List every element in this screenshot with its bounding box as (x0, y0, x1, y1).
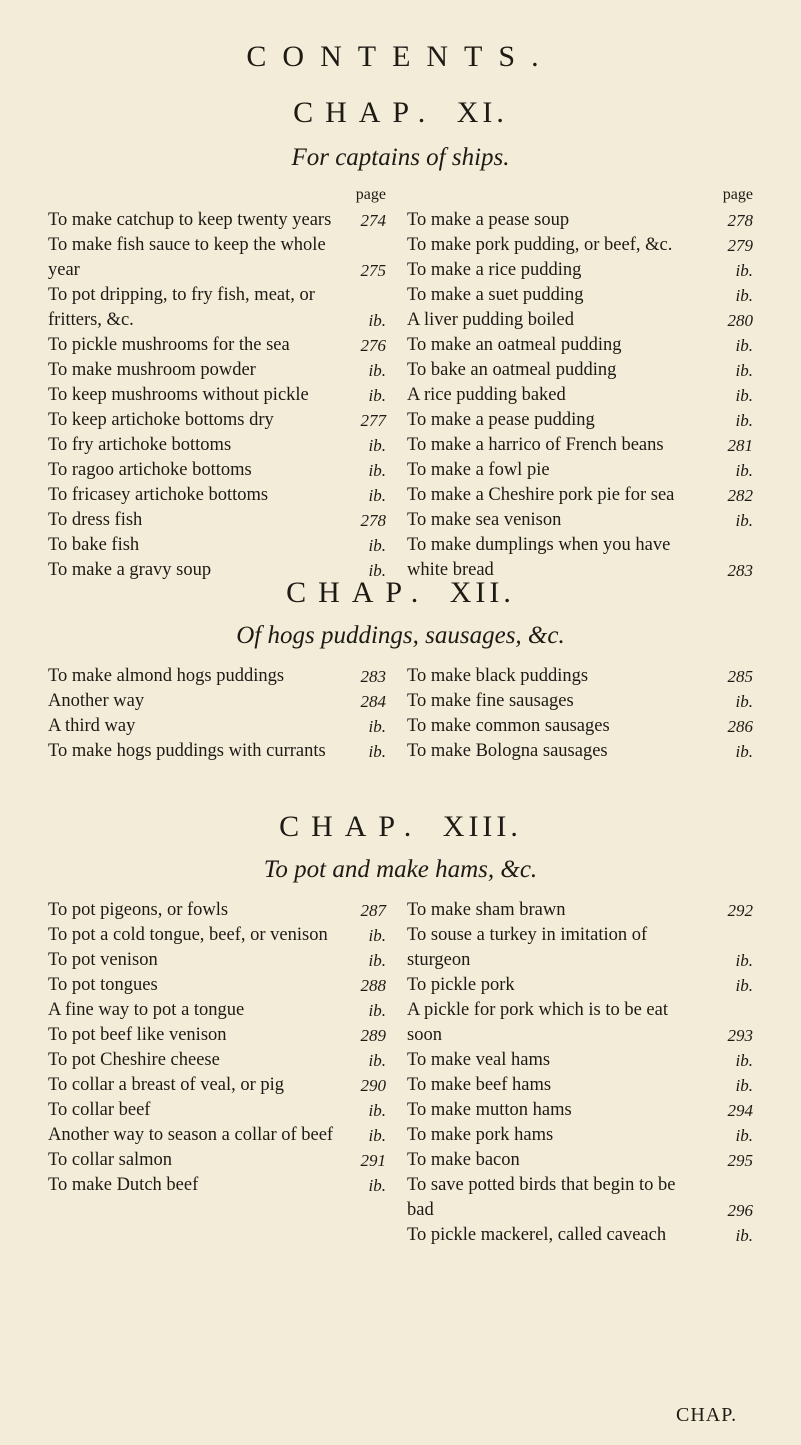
entry-page-number: 294 (727, 1101, 753, 1120)
entry-page-number: 283 (727, 561, 753, 580)
entry-page-number: 274 (360, 211, 386, 230)
entry-page-number: ib. (368, 436, 386, 455)
chapter-xi-heading (0, 96, 801, 130)
entry-page-number: ib. (735, 286, 753, 305)
entry-page-number: ib. (368, 1101, 386, 1120)
contents-entry (407, 1048, 753, 1073)
entry-title: To pot tongues (48, 975, 158, 995)
entry-title: A liver pudding boiled (407, 310, 574, 330)
entry-page-number: ib. (735, 336, 753, 355)
contents-entry (407, 208, 753, 233)
entry-page-number: 289 (360, 1026, 386, 1045)
entry-page-number: 278 (360, 511, 386, 530)
entry-title: To make bacon (407, 1150, 520, 1170)
contents-entry (407, 333, 753, 358)
contents-entry (48, 533, 386, 558)
entry-title: To make fish sauce to keep the whole year (48, 235, 326, 280)
contents-entry (407, 739, 753, 764)
entry-title: To make Bologna sausages (407, 741, 608, 761)
entry-page-number: ib. (735, 951, 753, 970)
contents-entry (407, 483, 753, 508)
entry-title: To make a harrico of French beans (407, 435, 664, 455)
chapter-label: CHAP. (279, 810, 424, 843)
page-column-label: page (355, 186, 386, 203)
entry-page-number: 277 (360, 411, 386, 430)
page-column-label: page (722, 186, 753, 203)
entry-page-number: ib. (735, 692, 753, 711)
entry-page-number: 283 (360, 667, 386, 686)
entry-title: To pickle mackerel, called caveach (407, 1225, 667, 1245)
entry-page-number: ib. (368, 1126, 386, 1145)
entry-title: To pot dripping, to fry fish, meat, or fritters, &c. (48, 285, 315, 330)
entry-page-number: 275 (360, 261, 386, 280)
entry-title: To dress fish (48, 510, 143, 530)
contents-entry (407, 1223, 753, 1248)
entry-page-number: ib. (368, 1176, 386, 1195)
entry-title: To make fine sausages (407, 691, 574, 711)
entry-page-number: ib. (368, 742, 386, 761)
entry-page-number: 285 (727, 667, 753, 686)
entry-title: To keep mushrooms without pickle (48, 385, 309, 405)
entry-page-number: 296 (727, 1201, 753, 1220)
contents-entry (48, 383, 386, 408)
contents-entry (48, 1173, 386, 1198)
contents-entry (48, 1123, 386, 1148)
contents-entry (407, 998, 753, 1048)
contents-entry (48, 1048, 386, 1073)
chapter-xii-title: Of hogs puddings, sausages, &c. (236, 622, 565, 649)
contents-entry (407, 408, 753, 433)
entry-page-number: 284 (360, 692, 386, 711)
entry-page-number: 291 (360, 1151, 386, 1170)
contents-entry (48, 948, 386, 973)
entry-page-number: 278 (727, 211, 753, 230)
entry-page-number: ib. (368, 486, 386, 505)
entry-page-number: ib. (735, 511, 753, 530)
entry-page-number: ib. (368, 361, 386, 380)
contents-entry (407, 258, 753, 283)
contents-entry (48, 664, 386, 689)
entry-title: A rice pudding baked (407, 385, 566, 405)
entry-page-number: 281 (727, 436, 753, 455)
chapter-xiii-right-column (407, 898, 753, 1248)
entry-page-number: ib. (368, 311, 386, 330)
entry-title: To souse a turkey in imitation of sturgeon (407, 925, 648, 970)
chapter-number: XIII. (442, 810, 522, 843)
entry-page-number: 286 (727, 717, 753, 736)
entry-title: To collar salmon (48, 1150, 173, 1170)
contents-entry (407, 973, 753, 998)
chapter-xii-left-column (48, 664, 386, 764)
entry-title: To make sea venison (407, 510, 562, 530)
chapter-xi-right-column (407, 186, 753, 583)
entry-page-number: ib. (735, 1126, 753, 1145)
entry-page-number: ib. (368, 1001, 386, 1020)
entry-title: To make black puddings (407, 666, 589, 686)
entry-title: To make a pease pudding (407, 410, 595, 430)
entry-title: To make beef hams (407, 1075, 552, 1095)
entry-title: To make a pease soup (407, 210, 570, 230)
entry-page-number: ib. (735, 976, 753, 995)
contents-entry (407, 458, 753, 483)
entry-title: To make an oatmeal pudding (407, 335, 622, 355)
entry-page-number: ib. (735, 742, 753, 761)
entry-title: To make catchup to keep twenty years (48, 210, 332, 230)
entry-page-number: 295 (727, 1151, 753, 1170)
entry-page-number: 287 (360, 901, 386, 920)
entry-title: To make a Cheshire pork pie for sea (407, 485, 675, 505)
entry-page-number: ib. (368, 717, 386, 736)
contents-entry (48, 1148, 386, 1173)
entry-title: To make dumplings when you have white bread (407, 535, 671, 580)
entry-title: To bake fish (48, 535, 140, 555)
contents-entry (48, 458, 386, 483)
contents-entry (407, 358, 753, 383)
entry-title: To make mushroom powder (48, 360, 256, 380)
running-head: CONTENTS. (246, 40, 555, 73)
contents-entry (48, 898, 386, 923)
entry-title: Another way (48, 691, 145, 711)
entry-page-number: ib. (735, 411, 753, 430)
contents-entry (407, 689, 753, 714)
entry-page-number: 279 (727, 236, 753, 255)
entry-title: To make a suet pudding (407, 285, 584, 305)
entry-title: To keep artichoke bottoms dry (48, 410, 274, 430)
chapter-xii-heading (0, 576, 801, 610)
chapter-xii-right-column (407, 664, 753, 764)
chapter-xi-left-column (48, 186, 386, 583)
contents-entry (48, 233, 386, 283)
contents-entry (407, 283, 753, 308)
entry-title: To pot pigeons, or fowls (48, 900, 229, 920)
entry-title: To make pork pudding, or beef, &c. (407, 235, 673, 255)
entry-page-number: ib. (735, 361, 753, 380)
entry-page-number: ib. (735, 1076, 753, 1095)
contents-entry (48, 208, 386, 233)
entry-page-number: 292 (727, 901, 753, 920)
entry-page-number: 290 (360, 1076, 386, 1095)
entry-page-number: ib. (368, 1051, 386, 1070)
contents-entry (48, 483, 386, 508)
entry-title: To make sham brawn (407, 900, 566, 920)
contents-entry (407, 508, 753, 533)
contents-entry (407, 1173, 753, 1223)
contents-entry (48, 973, 386, 998)
entry-title: To make a fowl pie (407, 460, 550, 480)
entry-title: To make mutton hams (407, 1100, 572, 1120)
chapter-xiii-left-column (48, 898, 386, 1198)
contents-entry (48, 1023, 386, 1048)
contents-entry (407, 1148, 753, 1173)
entry-page-number: ib. (368, 561, 386, 580)
contents-entry (407, 714, 753, 739)
entry-page-number: ib. (735, 461, 753, 480)
entry-page-number: 280 (727, 311, 753, 330)
entry-page-number: ib. (735, 1051, 753, 1070)
contents-entry (48, 689, 386, 714)
chapter-xiii-title: To pot and make hams, &c. (263, 856, 538, 883)
entry-page-number: ib. (735, 1226, 753, 1245)
entry-title: To pickle mushrooms for the sea (48, 335, 290, 355)
contents-entry (407, 664, 753, 689)
chapter-number: XI. (456, 96, 508, 129)
entry-title: To pot a cold tongue, beef, or venison (48, 925, 328, 945)
contents-entry (48, 1073, 386, 1098)
entry-title: To pot beef like venison (48, 1025, 227, 1045)
contents-entry (48, 358, 386, 383)
entry-title: To make veal hams (407, 1050, 551, 1070)
contents-entry (48, 714, 386, 739)
entry-title: A third way (48, 716, 136, 736)
entry-title: To collar beef (48, 1100, 151, 1120)
entry-title: To bake an oatmeal pudding (407, 360, 617, 380)
contents-entry (48, 333, 386, 358)
contents-entry (48, 1098, 386, 1123)
entry-page-number: ib. (735, 386, 753, 405)
entry-title: A fine way to pot a tongue (48, 1000, 245, 1020)
entry-page-number: 282 (727, 486, 753, 505)
entry-title: To make a rice pudding (407, 260, 582, 280)
contents-entry (48, 283, 386, 333)
entry-page-number: 276 (360, 336, 386, 355)
entry-title: To make Dutch beef (48, 1175, 199, 1195)
entry-title: To make a gravy soup (48, 560, 212, 580)
entry-title: To make pork hams (407, 1125, 554, 1145)
entry-page-number: ib. (735, 261, 753, 280)
entry-title: To collar a breast of veal, or pig (48, 1075, 285, 1095)
contents-entry (407, 383, 753, 408)
entry-title: To make almond hogs puddings (48, 666, 285, 686)
entry-page-number: ib. (368, 926, 386, 945)
entry-page-number: ib. (368, 536, 386, 555)
contents-entry (407, 898, 753, 923)
entry-title: To ragoo artichoke bottoms (48, 460, 252, 480)
entry-title: To save potted birds that begin to be bad (407, 1175, 676, 1220)
entry-page-number: ib. (368, 951, 386, 970)
entry-title: To pickle pork (407, 975, 515, 995)
entry-page-number: ib. (368, 461, 386, 480)
entry-title: To pot Cheshire cheese (48, 1050, 220, 1070)
contents-entry (48, 923, 386, 948)
contents-entry (407, 1073, 753, 1098)
entry-title: A pickle for pork which is to be eat soon (407, 1000, 668, 1045)
contents-entry (407, 923, 753, 973)
entry-title: To fry artichoke bottoms (48, 435, 232, 455)
contents-entry (48, 508, 386, 533)
chapter-number: XII. (449, 576, 515, 609)
entry-title: To make common sausages (407, 716, 610, 736)
entry-page-number: ib. (368, 386, 386, 405)
catchword: CHAP. (676, 1404, 738, 1426)
entry-page-number: 288 (360, 976, 386, 995)
entry-page-number: 293 (727, 1026, 753, 1045)
contents-entry (407, 308, 753, 333)
entry-title: To pot venison (48, 950, 158, 970)
contents-entry (48, 739, 386, 764)
contents-entry (407, 433, 753, 458)
contents-entry (407, 1123, 753, 1148)
entry-title: To fricasey artichoke bottoms (48, 485, 269, 505)
contents-entry (407, 1098, 753, 1123)
entry-title: To make hogs puddings with currants (48, 741, 326, 761)
chapter-xiii-heading (0, 810, 801, 844)
contents-entry (48, 433, 386, 458)
chapter-label: CHAP. (293, 96, 438, 129)
chapter-xi-title: For captains of ships. (291, 144, 510, 171)
chapter-label: CHAP. (286, 576, 431, 609)
contents-entry (48, 998, 386, 1023)
contents-entry (48, 408, 386, 433)
contents-entry (407, 233, 753, 258)
entry-title: Another way to season a collar of beef (48, 1125, 334, 1145)
